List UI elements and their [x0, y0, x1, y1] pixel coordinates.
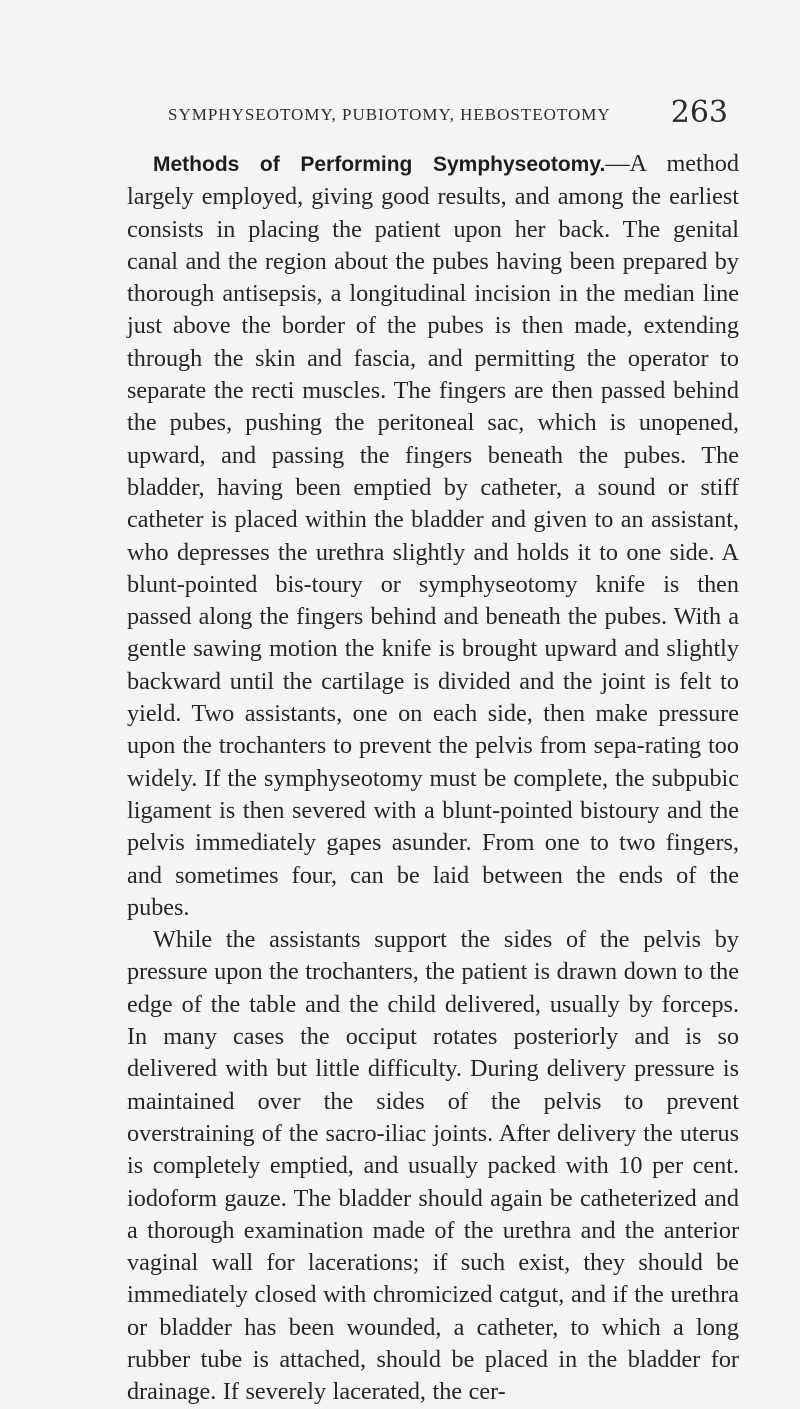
page-number: 263: [670, 95, 728, 130]
paragraph-1: —A method largely employed, giving good results, and among the earliest consists in placing the patient upon her back. The genital canal and the region about the pubes having been prepared by thorough antisepsis, a longitudinal incision in the median line just above the border of the pubes is then made, extending through the skin and fascia, and permitting the operator to separate the recti muscles. The fingers are then passed behind the pubes, pushing the peritoneal sac, which is unopened, upward, and passing the fingers beneath the pubes. The bladder, having been emptied by catheter, a sound or stiff catheter is placed within the bladder and given to an assistant, who depresses the urethra slightly and holds it to one side. A blunt-pointed bis-toury or symphyseotomy knife is then passed along the fingers behind and beneath the pubes. With a gentle sawing motion the knife is brought upward and slightly backward until the cartilage is divided and the joint is felt to yield. Two assistants, one on each side, then make pressure upon the trochanters to prevent the pelvis from sepa-rating too widely. If the symphyseotomy must be complete, the subpubic ligament is then severed with a blunt-pointed bistoury and the pelvis immediately gapes asunder. From one to two fingers, and sometimes four, can be laid between the ends of the pubes.: [127, 150, 739, 921]
paragraph-2: While the assistants support the sides of the pelvis by pressure upon the trochanters, the patient is drawn down to the edge of the table and the child delivered, usually by forceps. In many cases the occiput rotates posteriorly and is so delivered with but little difficulty. During delivery pressure is maintained over the sides of the pelvis to prevent overstraining of the sacro-iliac joints. After delivery the uterus is completely emptied, and usually packed with 10 per cent. iodoform gauze. The bladder should again be catheterized and a thorough examination made of the urethra and the anterior vaginal wall for lacerations; if such exist, they should be immediately closed with chromicized catgut, and if the urethra or bladder has been wounded, a catheter, to which a long rubber tube is attached, should be placed in the bladder for drainage. If severely lacerated, the cer-: [127, 926, 739, 1406]
running-title: SYMPHYSEOTOMY, PUBIOTOMY, HEBOSTEOTOMY: [168, 105, 611, 124]
section-heading: Methods of Performing Symphyseotomy.: [153, 153, 606, 176]
body-text: [127, 148, 739, 1409]
